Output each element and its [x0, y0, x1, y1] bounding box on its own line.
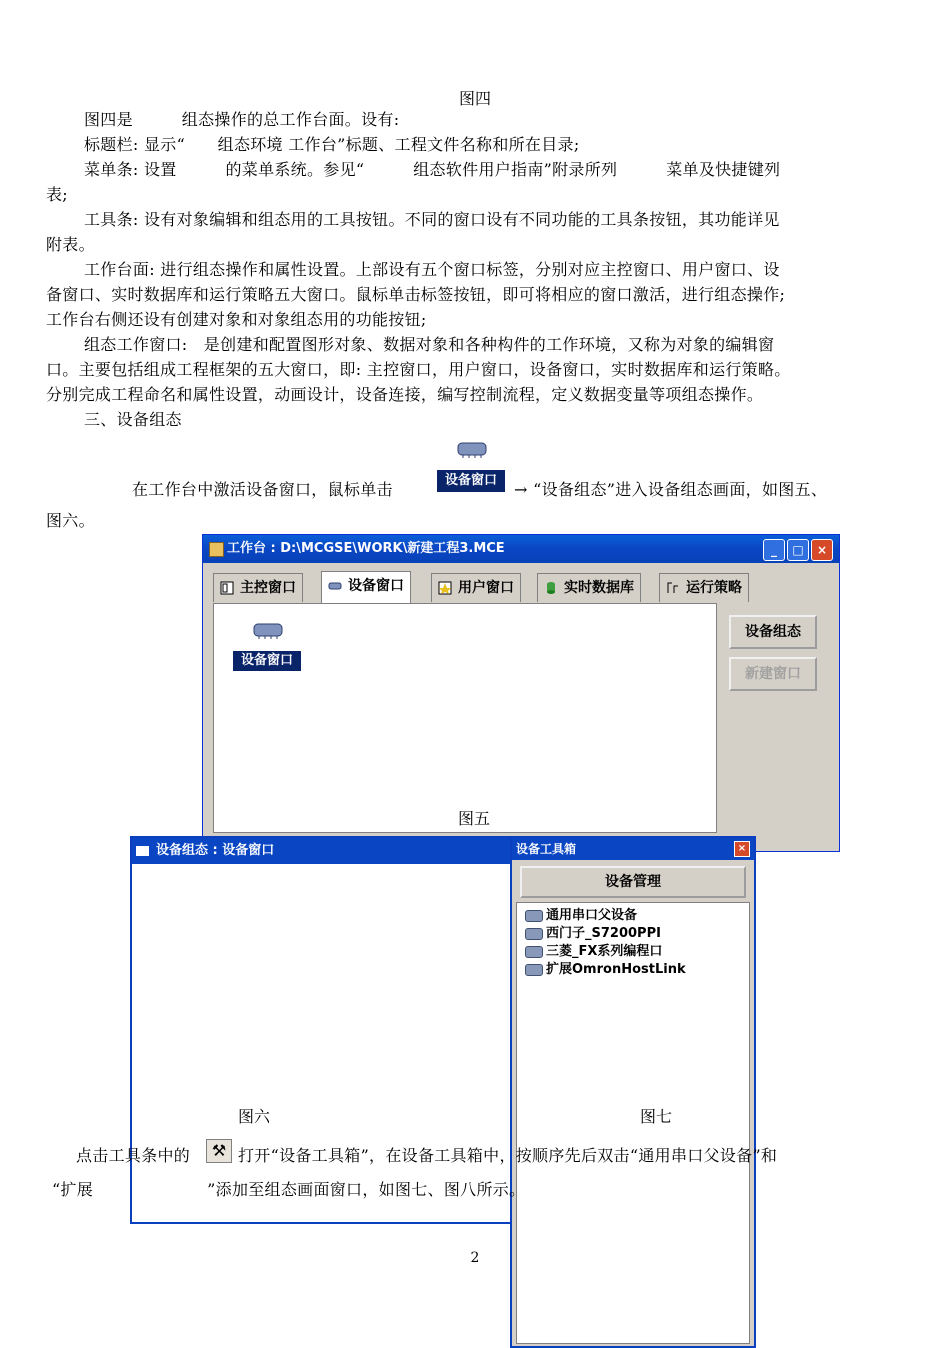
- fig7-caption: 图七: [640, 1107, 673, 1126]
- device-icon: [525, 946, 543, 958]
- tab-label: 运行策略: [686, 580, 742, 596]
- list-item[interactable]: [525, 925, 661, 943]
- activate-text-2: → “设备组态”进入设备组态画面，如图五、: [514, 480, 828, 499]
- device-item-label: 扩展OmronHostLink: [546, 962, 686, 977]
- device-item-label: 三菱_FX系列编程口: [546, 944, 663, 959]
- device-icon: [328, 579, 342, 593]
- bottom-text-2: 打开“设备工具箱”，在设备工具箱中，按顺序先后双击“通用串口父设备”和: [238, 1146, 778, 1165]
- window-icon: [136, 846, 149, 856]
- section-heading: 三、设备组态: [84, 410, 182, 429]
- doc-line-10: 组态工作窗口: 是创建和配置图形对象、数据对象和各种构件的工作环境，又称为对象的编辑窗: [84, 335, 775, 354]
- activate-text: 在工作台中激活设备窗口，鼠标单击: [132, 480, 393, 499]
- chip-icon: [455, 440, 489, 458]
- tab-realtime-db[interactable]: [537, 573, 641, 602]
- list-item[interactable]: [525, 907, 637, 925]
- device-manage-button[interactable]: 设备管理: [520, 866, 746, 898]
- chip-icon: [251, 621, 285, 639]
- fig5-caption: 图五: [458, 809, 491, 828]
- doc-line-2: 标题栏: 显示“ 组态环境 工作台”标题、工程文件名称和所在目录;: [84, 135, 580, 154]
- workbench-app-icon: [209, 542, 224, 557]
- doc-line-5: 工具条: 设有对象编辑和组态用的工具按钮。不同的窗口设有不同功能的工具条按钮，其功能详见: [84, 210, 780, 229]
- new-window-button[interactable]: 新建窗口: [729, 657, 817, 691]
- tab-label: 主控窗口: [240, 580, 296, 596]
- device-icon-label: 设备窗口: [437, 470, 505, 492]
- toolbox-titlebar: [512, 838, 754, 860]
- doc-line-12: 分别完成工程命名和属性设置，动画设计，设备连接，编写控制流程，定义数据变量等项组态操作。: [46, 385, 764, 404]
- device-item-label: 西门子_S7200PPI: [546, 926, 661, 941]
- window-tabs: [213, 573, 813, 603]
- activate-text-3: 图六。: [46, 511, 95, 530]
- device-config-button[interactable]: 设备组态: [729, 615, 817, 649]
- toolbox-title: 设备工具箱: [516, 842, 577, 856]
- list-item[interactable]: [525, 943, 662, 961]
- bottom-text-3: “扩展 ”添加至组态画面窗口，如图七、图八所示。: [52, 1180, 526, 1199]
- doc-line-6: 附表。: [46, 235, 95, 254]
- tab-main-window[interactable]: [213, 573, 303, 602]
- device-window-object[interactable]: [233, 621, 303, 673]
- tab-label: 设备窗口: [348, 578, 404, 594]
- doc-line-1: 图四是 组态操作的总工作台面。设有:: [84, 110, 400, 129]
- doc-line-11: 口。主要包括组成工程框架的五大窗口，即: 主控窗口，用户窗口，设备窗口，实时数据库和运行策略。: [46, 360, 791, 379]
- workbench-titlebar: [203, 535, 839, 563]
- device-object-label: 设备窗口: [233, 651, 301, 671]
- doc-line-8: 备窗口、实时数据库和运行策略五大窗口。鼠标单击标签按钮，即可将相应的窗口激活，进行组态操作;: [46, 285, 786, 304]
- maximize-button[interactable]: □: [787, 539, 809, 561]
- config-title: 设备组态 : 设备窗口: [156, 843, 275, 858]
- toolbox-close-button[interactable]: ×: [734, 841, 750, 857]
- tab-run-strategy[interactable]: [659, 573, 749, 602]
- config-titlebar: [132, 838, 514, 864]
- bottom-text-1: 点击工具条中的: [76, 1146, 191, 1165]
- workbench-window: [202, 534, 840, 852]
- page-number: 2: [470, 1250, 480, 1266]
- fig4-caption: 图四: [458, 89, 491, 108]
- strategy-icon: [666, 581, 680, 595]
- tab-label: 用户窗口: [458, 580, 514, 596]
- device-icon: [525, 928, 543, 940]
- close-button[interactable]: ×: [811, 539, 833, 561]
- workbench-title: 工作台 : D:\MCGSE\WORK\新建工程3.MCE: [227, 541, 505, 556]
- doc-line-3: 菜单条: 设置 的菜单系统。参见“ 组态软件用户指南”附录所列 菜单及快捷键列: [84, 160, 781, 179]
- database-icon: [544, 581, 558, 595]
- device-item-label: 通用串口父设备: [546, 908, 638, 923]
- tab-label: 实时数据库: [564, 580, 634, 596]
- doc-line-4: 表;: [46, 185, 68, 204]
- device-toolbox-window: [510, 836, 756, 1348]
- device-icon: [525, 910, 543, 922]
- device-list: [516, 902, 750, 1344]
- minimize-button[interactable]: _: [763, 539, 785, 561]
- device-window-icon: [437, 440, 507, 496]
- device-icon: [525, 964, 543, 976]
- toolbox-tool-icon: ⚒: [206, 1139, 232, 1163]
- doc-line-7: 工作台面: 进行组态操作和属性设置。上部设有五个窗口标签，分别对应主控窗口、用户窗口、设: [84, 260, 780, 279]
- user-window-icon: [438, 581, 452, 595]
- tab-device-window[interactable]: [321, 571, 411, 604]
- main-window-icon: [220, 581, 234, 595]
- doc-line-9: 工作台右侧还设有创建对象和对象组态用的功能按钮;: [46, 310, 427, 329]
- list-item[interactable]: [525, 961, 686, 979]
- fig6-caption: 图六: [238, 1107, 271, 1126]
- tab-user-window[interactable]: [431, 573, 521, 602]
